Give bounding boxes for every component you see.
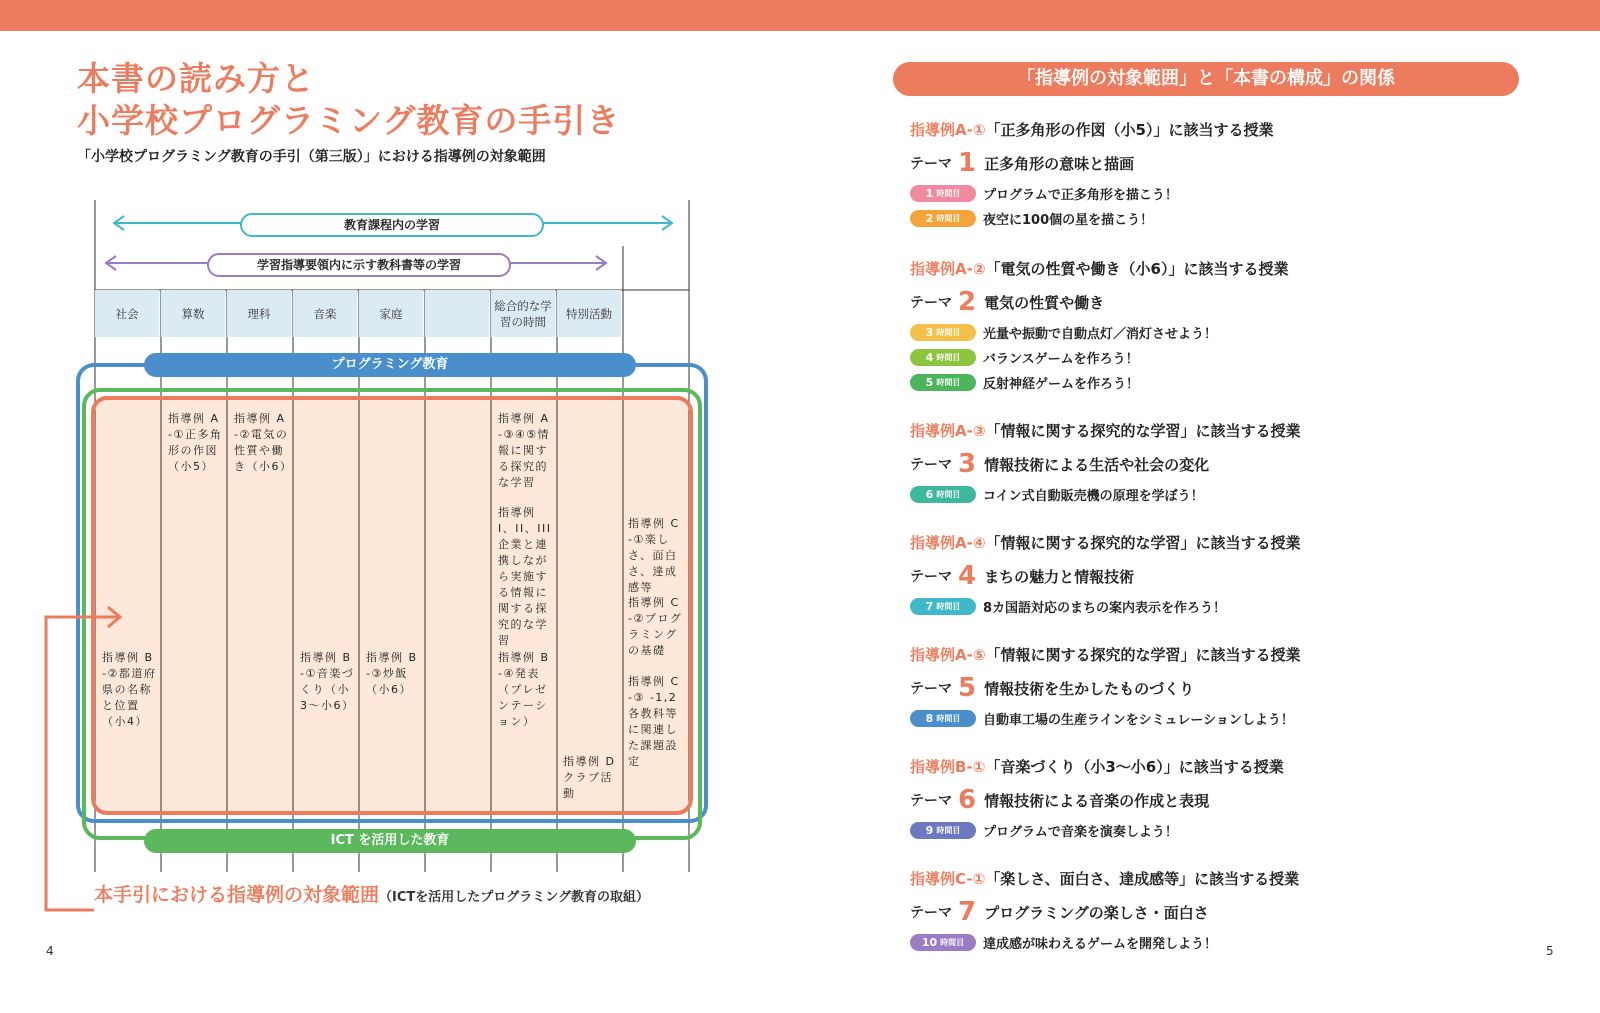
lesson-title: バランスゲームを作ろう！ [983,351,1139,367]
lesson-number: 4 [925,350,934,364]
lesson-row [910,483,1580,505]
subject-header-7: 総合的な学習の時間 [491,290,555,337]
theme-label: テーマ [910,457,952,473]
theme-label: テーマ [910,156,952,172]
theme-row [910,448,1580,480]
theme-label: テーマ [910,905,952,921]
example-heading: 「楽しさ、面白さ、達成感等」に該当する授業 [985,870,1300,888]
example-id: 指導例A-④ [910,534,986,552]
theme-row [910,784,1580,816]
lesson-row [910,819,1580,841]
subject-header-5: 家庭 [359,290,423,337]
theme-section [910,531,1580,617]
example-id: 指導例A-① [910,121,986,139]
theme-section [910,867,1580,953]
cell-sougou-1: 指導例 A-③④⑤情報に関する探究的な学習 [498,412,551,489]
cell-outside-1: 指導例 C-①楽しさ、面白さ、達成感等 [628,517,680,594]
lesson-badge [910,349,976,366]
section-heading [910,531,1580,555]
theme-label: テーマ [910,793,952,809]
lesson-title: 8カ国語対応のまちの案内表示を作ろう！ [983,600,1227,616]
lesson-row [910,595,1580,617]
theme-row [910,147,1580,179]
subject-header-4: 音楽 [293,290,357,337]
scope-caption [94,880,649,907]
lesson-unit: 時間目 [940,937,965,947]
scope-caption-main: 本手引における指導例の対象範囲 [94,884,380,906]
section-heading [910,257,1580,281]
theme-number: 3 [958,449,977,479]
theme-row [910,286,1580,318]
section-heading [910,118,1580,142]
lesson-number: 8 [925,711,934,725]
lesson-number: 6 [925,487,934,501]
page-subtitle: 「小学校プログラミング教育の手引（第三版）」における指導例の対象範囲 [77,149,546,165]
lesson-badge [910,324,976,341]
cell-sougou-3: 指導例 B-④発表（プレゼンテーション） [498,651,550,728]
cell-outside-3: 指導例 C-③ -1,2 各教科等に関連した課題設定 [628,675,680,768]
cell-sansu: 指導例 A-①正多角形の作図（小5） [168,412,223,473]
theme-title: 情報技術による生活や社会の変化 [984,455,1210,474]
theme-row [910,672,1580,704]
section-heading [910,643,1580,667]
lesson-unit: 時間目 [936,352,961,362]
lesson-row [910,346,1580,368]
lesson-title: 自動車工場の生産ラインをシミュレーションしよう！ [983,712,1294,728]
lesson-unit: 時間目 [936,188,961,198]
subject-header-3: 理科 [227,290,291,337]
ict-education-band: ICT を活用した教育 [144,829,636,853]
lesson-number: 2 [925,211,934,225]
page-number-right: 5 [1546,944,1554,958]
lesson-row [910,931,1580,953]
lesson-unit: 時間目 [936,213,961,223]
cell-outside-2: 指導例 C-②プログラミングの基礎 [628,596,683,657]
lesson-unit: 時間目 [936,713,961,723]
theme-title: 電気の性質や働き [984,293,1105,312]
theme-section [910,118,1580,229]
example-id: 指導例A-⑤ [910,646,986,664]
lesson-title: プログラムで音楽を演奏しよう！ [983,824,1178,840]
lesson-title: 反射神経ゲームを作ろう！ [983,376,1140,392]
example-id: 指導例A-③ [910,422,986,440]
relation-header: 「指導例の対象範囲」と「本書の構成」の関係 [893,62,1519,96]
cell-ongaku: 指導例 B-①音楽づくり（小3〜小6） [300,651,355,712]
cell-tokubetsu: 指導例 D クラブ活動 [563,755,616,800]
lesson-unit: 時間目 [936,601,961,611]
lesson-badge [910,210,976,227]
theme-label: テーマ [910,681,952,697]
lesson-number: 9 [925,823,934,837]
lesson-row [910,371,1580,393]
theme-section [910,643,1580,729]
lesson-number: 10 [921,935,938,949]
theme-title: 情報技術を生かしたものづくり [984,679,1195,698]
lesson-badge [910,486,976,503]
guideline-label: 学習指導要領内に示す教科書等の学習 [207,253,511,277]
lesson-title: 夜空に100個の星を描こう！ [983,212,1154,228]
cell-katei: 指導例 B-③炒飯（小6） [366,651,418,696]
example-heading: 「音楽づくり（小3〜小6）」に該当する授業 [985,758,1284,776]
theme-section [910,755,1580,841]
lesson-badge [910,374,976,391]
theme-number: 1 [958,148,977,178]
theme-title: まちの魅力と情報技術 [984,567,1135,586]
lesson-badge [910,822,976,839]
lesson-unit: 時間目 [936,825,961,835]
example-heading: 「情報に関する探究的な学習」に該当する授業 [985,534,1301,552]
theme-number: 2 [958,287,977,317]
lesson-number: 5 [925,375,934,389]
subject-header-8: 特別活動 [557,290,621,337]
example-heading: 「情報に関する探究的な学習」に該当する授業 [985,646,1301,664]
subject-header-2: 算数 [161,290,225,337]
page-number-left: 4 [46,944,54,958]
lesson-number: 7 [925,599,934,613]
curriculum-label: 教育課程内の学習 [240,213,544,237]
theme-number: 6 [958,785,977,815]
lesson-unit: 時間目 [936,327,961,337]
lesson-badge [910,598,976,615]
lesson-badge [910,185,976,202]
lesson-title: プログラムで正多角形を描こう！ [983,187,1178,203]
theme-label: テーマ [910,295,952,311]
theme-number: 5 [958,673,977,703]
subject-header-6 [425,290,489,337]
section-heading [910,867,1580,891]
example-id: 指導例B-① [910,758,986,776]
theme-label: テーマ [910,569,952,585]
example-heading: 「正多角形の作図（小5）」に該当する授業 [985,121,1274,139]
lesson-row [910,707,1580,729]
theme-number: 7 [958,897,977,927]
scope-caption-sub: （ICTを活用したプログラミング教育の取組） [379,890,650,905]
lesson-title: 光量や振動で自動点灯／消灯させよう！ [983,326,1218,342]
theme-section [910,419,1580,505]
section-heading [910,755,1580,779]
example-id: 指導例C-① [910,870,986,888]
theme-title: 正多角形の意味と描画 [984,154,1135,173]
title-line-2: 小学校プログラミング教育の手引き [77,101,621,140]
theme-section [910,257,1580,393]
subject-header-1: 社会 [95,290,159,337]
example-id: 指導例A-② [910,260,986,278]
title-line-1: 本書の読み方と [77,59,315,98]
theme-row [910,560,1580,592]
lesson-badge [910,710,976,727]
cell-sougou-2: 指導例 I、II、III 企業と連携しながら実施する情報に関する探究的な学習 [498,506,552,647]
lesson-number: 3 [925,325,934,339]
theme-title: プログラミングの楽しさ・面白さ [984,903,1209,922]
example-heading: 「電気の性質や働き（小6）」に該当する授業 [985,260,1289,278]
section-heading [910,419,1580,443]
cell-rika: 指導例 A-②電気の性質や働き（小6） [234,412,293,473]
cell-shakai: 指導例 B-②都道府県の名称と位置（小4） [102,651,157,728]
theme-number: 4 [958,561,977,591]
lesson-row [910,207,1580,229]
lesson-unit: 時間目 [936,377,961,387]
lesson-title: コイン式自動販売機の原理を学ぼう！ [983,488,1204,504]
lesson-badge [910,934,976,951]
example-heading: 「情報に関する探究的な学習」に該当する授業 [985,422,1301,440]
lesson-row [910,321,1580,343]
lesson-unit: 時間目 [936,489,961,499]
lesson-row [910,182,1580,204]
programming-education-band: プログラミング教育 [144,353,636,377]
lesson-number: 1 [925,186,934,200]
theme-title: 情報技術による音楽の作成と表現 [984,791,1210,810]
lesson-title: 達成感が味わえるゲームを開発しよう！ [983,936,1218,952]
theme-row [910,896,1580,928]
